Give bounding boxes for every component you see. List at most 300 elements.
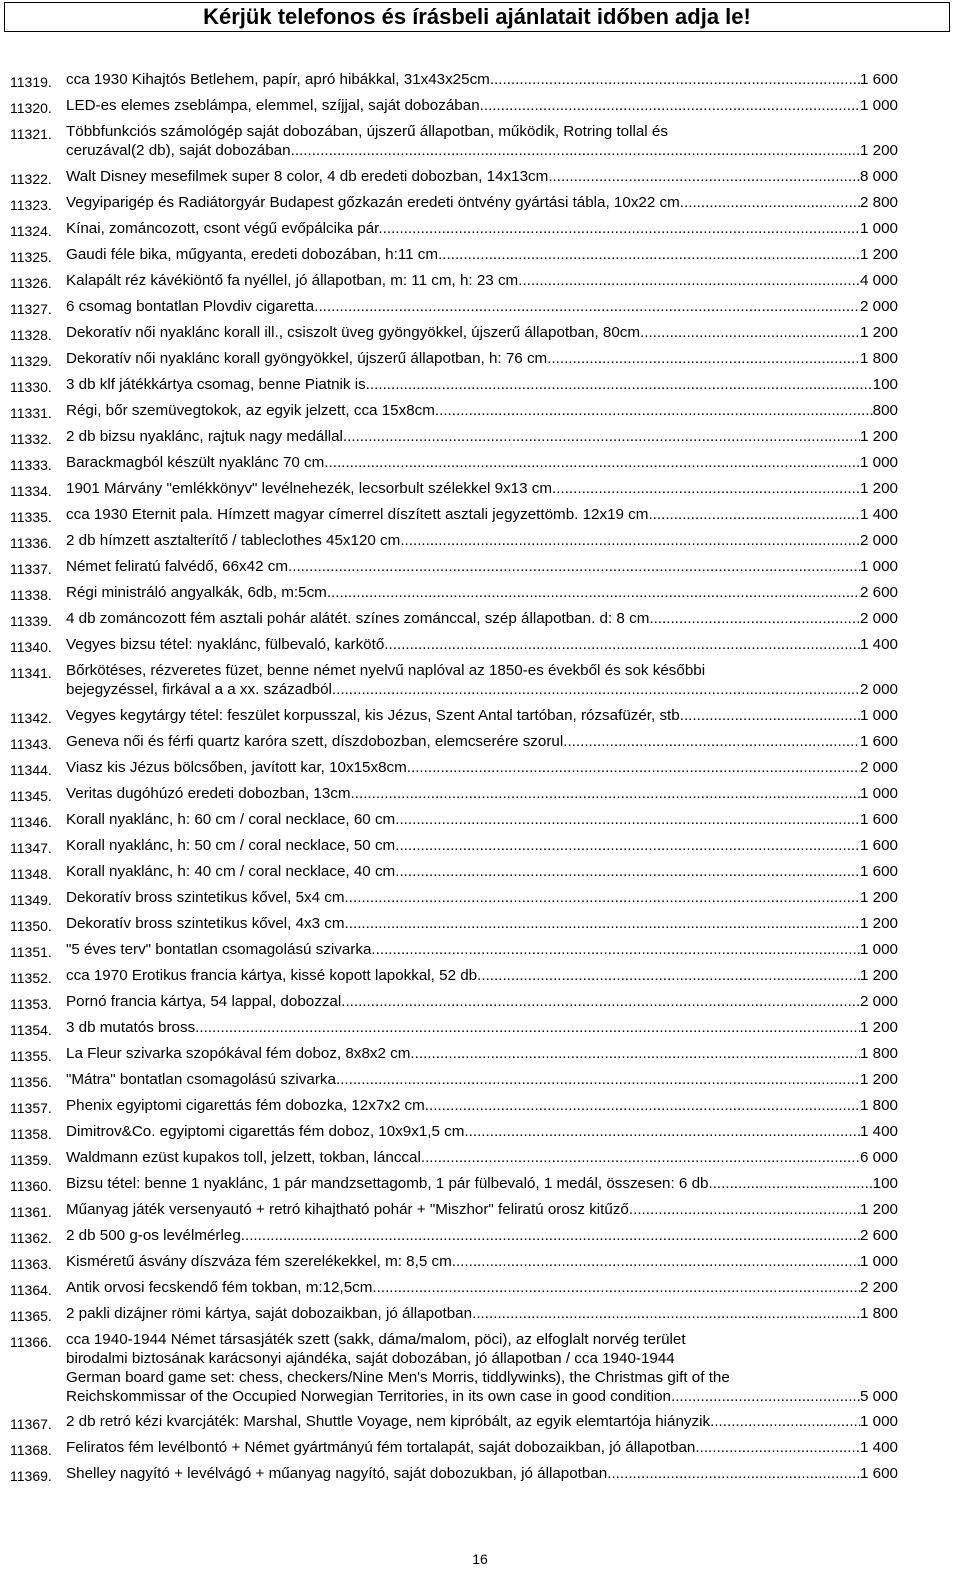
lot-description-line: Waldmann ezüst kupakos toll, jelzett, tokban, lánccal xyxy=(66,1148,421,1166)
lot-description xyxy=(66,914,898,933)
lot-description-line: 1901 Márvány "emlékkönyv" levélnehezék, lecsorbult szélekkel 9x13 cm xyxy=(66,479,553,497)
lot-number: 11335. xyxy=(10,508,52,525)
lot-number: 11336. xyxy=(10,534,52,551)
lot-description xyxy=(66,1252,898,1271)
lot-description-line: Walt Disney mesefilmek super 8 color, 4 db eredeti dobozban, 14x13cm xyxy=(66,167,549,185)
lot-number: 11354. xyxy=(10,1021,52,1038)
dot-leader xyxy=(563,732,860,751)
list-item xyxy=(0,122,960,160)
lot-description-line: Régi ministráló angyalkák, 6db, m:5cm xyxy=(66,583,327,601)
lot-description-line: German board game set: chess, checkers/Nine Men's Morris, tiddlywinks), the Christmas gift of the xyxy=(66,1368,730,1386)
dot-leader xyxy=(336,1070,860,1089)
list-item xyxy=(0,635,960,654)
lot-price: 2 000 xyxy=(859,531,898,549)
lot-description xyxy=(66,427,898,446)
lot-description-line: cca 1970 Erotikus francia kártya, kissé kopott lapokkal, 52 db xyxy=(66,966,478,984)
dot-leader xyxy=(548,167,860,186)
lot-description xyxy=(66,349,898,368)
lot-number: 11342. xyxy=(10,709,52,726)
lot-description xyxy=(66,758,898,777)
lot-price: 1 400 xyxy=(859,1122,898,1140)
lot-price: 8 000 xyxy=(859,167,898,185)
list-item xyxy=(0,706,960,725)
list-item xyxy=(0,1122,960,1141)
lot-price: 1 800 xyxy=(859,1096,898,1114)
list-item xyxy=(0,167,960,186)
lot-description xyxy=(66,96,898,115)
lot-description xyxy=(66,940,898,959)
lot-number: 11350. xyxy=(10,917,52,934)
lot-description-line: bejegyzéssel, firkával a a xx. századból xyxy=(66,680,332,698)
lot-description xyxy=(66,1438,898,1457)
lot-description-line: birodalmi biztosának karácsonyi ajándéka, saját dobozában, jó állapotban / cca 1940-1944 xyxy=(66,1349,675,1367)
dot-leader xyxy=(395,810,860,829)
list-item xyxy=(0,1226,960,1245)
lot-description xyxy=(66,966,898,985)
list-item xyxy=(0,349,960,368)
lot-description xyxy=(66,888,898,907)
lot-description xyxy=(66,836,898,855)
lot-description-line: La Fleur szivarka szopókával fém doboz, 8x8x2 cm xyxy=(66,1044,411,1062)
dot-leader xyxy=(708,1174,872,1193)
lot-description xyxy=(66,1148,898,1167)
lot-number: 11326. xyxy=(10,274,52,291)
lot-description-line: Régi, bőr szemüvegtokok, az egyik jelzett, cca 15x8cm xyxy=(66,401,435,419)
list-item xyxy=(0,1148,960,1167)
dot-leader xyxy=(480,96,860,115)
dot-leader xyxy=(438,245,860,264)
lot-price: 1 200 xyxy=(859,1070,898,1088)
lot-description-line: "5 éves terv" bontatlan csomagolású szivarka xyxy=(66,940,372,958)
lot-number: 11352. xyxy=(10,969,52,986)
lot-description xyxy=(66,583,898,602)
lot-price: 1 200 xyxy=(859,966,898,984)
lot-price: 1 800 xyxy=(859,349,898,367)
lot-price: 1 400 xyxy=(859,635,898,653)
dot-leader xyxy=(421,1148,860,1167)
lot-number: 11332. xyxy=(10,430,52,447)
dot-leader xyxy=(372,1278,860,1297)
lot-description-line: Kisméretű ásvány díszváza fém szerelékekkel, m: 8,5 cm xyxy=(66,1252,452,1270)
lot-description xyxy=(66,297,898,316)
lot-number: 11341. xyxy=(10,664,52,681)
list-item xyxy=(0,583,960,602)
lot-number: 11345. xyxy=(10,787,52,804)
list-item xyxy=(0,1330,960,1405)
list-item xyxy=(0,862,960,881)
list-item xyxy=(0,70,960,89)
lot-description xyxy=(66,862,898,881)
dot-leader xyxy=(395,836,860,855)
lot-description xyxy=(66,1044,898,1063)
dot-leader xyxy=(629,1200,860,1219)
lot-price: 2 000 xyxy=(859,680,898,698)
lot-description xyxy=(66,706,898,725)
lot-description-line: Bizsu tétel: benne 1 nyaklánc, 1 pár mandzsettagomb, 1 pár fülbevaló, 1 medál, összesen: 6 db xyxy=(66,1174,709,1192)
dot-leader xyxy=(425,1096,860,1115)
list-item xyxy=(0,96,960,115)
lot-price: 1 600 xyxy=(859,1465,898,1482)
lot-description xyxy=(66,193,898,212)
lot-description xyxy=(66,167,898,186)
lot-description-line: Feliratos fém levélbontó + Német gyártmányú fém tortalapát, saját dobozaikban, jó állapotban xyxy=(66,1439,696,1456)
lot-description-line: Vegyes bizsu tétel: nyaklánc, fülbevaló, karkötő xyxy=(66,635,385,653)
lot-price: 1 000 xyxy=(859,706,898,724)
list-item xyxy=(0,479,960,498)
dot-leader xyxy=(341,992,860,1011)
list-item xyxy=(0,609,960,628)
lot-price: 2 800 xyxy=(859,193,898,211)
lot-number: 11339. xyxy=(10,612,52,629)
list-item xyxy=(0,966,960,985)
lot-number: 11346. xyxy=(10,813,52,830)
lot-number: 11361. xyxy=(10,1203,52,1220)
lot-price: 1 000 xyxy=(859,97,898,114)
lot-price: 1 200 xyxy=(859,1200,898,1218)
lot-description xyxy=(66,1304,898,1323)
dot-leader xyxy=(607,1464,860,1483)
lot-description xyxy=(66,810,898,829)
lot-price: 1 000 xyxy=(859,219,898,237)
lot-description-line: Gaudi féle bika, műgyanta, eredeti dobozában, h:11 cm xyxy=(66,245,439,263)
lot-description xyxy=(66,609,898,628)
lot-number: 11337. xyxy=(10,560,52,577)
lot-description xyxy=(66,732,898,751)
lot-number: 11349. xyxy=(10,891,52,908)
dot-leader xyxy=(680,193,860,212)
lot-price: 6 000 xyxy=(859,1148,898,1166)
lot-price: 1 200 xyxy=(859,888,898,906)
list-item xyxy=(0,888,960,907)
dot-leader xyxy=(407,758,860,777)
lot-description-line: cca 1940-1944 Német társasjáték szett (sakk, dáma/malom, pöci), az elfoglalt norvég terület xyxy=(66,1330,686,1348)
lot-description xyxy=(66,1200,898,1219)
lot-number: 11359. xyxy=(10,1151,52,1168)
lot-price: 1 600 xyxy=(859,71,898,88)
lot-number: 11320. xyxy=(10,100,52,116)
list-item xyxy=(0,992,960,1011)
dot-leader xyxy=(370,375,873,394)
list-item xyxy=(0,810,960,829)
dot-leader xyxy=(518,271,860,290)
lot-price: 1 600 xyxy=(859,810,898,828)
lot-description-line: Barackmagból készült nyaklánc 70 cm xyxy=(66,453,325,471)
dot-leader xyxy=(291,141,860,160)
lot-price: 2 000 xyxy=(859,758,898,776)
lot-number: 11328. xyxy=(10,326,52,343)
dot-leader xyxy=(384,635,860,654)
dot-leader xyxy=(552,479,860,498)
lot-description-line: 3 db klf játékkártya csomag, benne Piatnik is. xyxy=(66,375,370,393)
lot-description xyxy=(66,661,898,699)
dot-leader xyxy=(640,323,860,342)
dot-leader xyxy=(477,966,860,985)
lot-description-line: Műanyag játék versenyautó + retró kihajtható pohár + "Miszhor" feliratú orosz kitűző xyxy=(66,1200,629,1218)
dot-leader xyxy=(371,940,860,959)
lot-price: 2 200 xyxy=(859,1278,898,1296)
page-number: 16 xyxy=(472,1551,488,1567)
lot-description-line: Bőrkötéses, rézveretes füzet, benne német nyelvű naplóval az 1850-es évekből és sok későbbi xyxy=(66,661,706,679)
list-item xyxy=(0,940,960,959)
list-item xyxy=(0,375,960,394)
dot-leader xyxy=(547,349,860,368)
list-item xyxy=(0,401,960,420)
list-item xyxy=(0,557,960,576)
lot-description-line: Korall nyaklánc, h: 60 cm / coral necklace, 60 cm xyxy=(66,810,396,828)
dot-leader xyxy=(684,706,860,725)
lot-description-line: Német feliratú falvédő, 66x42 cm. xyxy=(66,557,293,575)
lot-price: 2 000 xyxy=(859,992,898,1010)
list-item xyxy=(0,1018,960,1037)
lot-price: 1 400 xyxy=(859,1439,898,1456)
lot-number: 11357. xyxy=(10,1099,52,1116)
lot-description xyxy=(66,1278,898,1297)
lot-number: 11331. xyxy=(10,404,52,421)
dot-leader xyxy=(327,583,860,602)
dot-leader xyxy=(671,1387,860,1406)
list-item xyxy=(0,219,960,238)
list-item xyxy=(0,914,960,933)
lot-number: 11351. xyxy=(10,943,52,960)
lot-number: 11367. xyxy=(10,1416,52,1432)
dot-leader xyxy=(410,1044,860,1063)
lot-price: 1 200 xyxy=(859,323,898,341)
list-item xyxy=(0,661,960,699)
lot-description xyxy=(66,375,898,394)
lot-description xyxy=(66,635,898,654)
lot-number: 11340. xyxy=(10,638,52,655)
dot-leader xyxy=(648,505,860,524)
lot-price: 1 600 xyxy=(859,836,898,854)
dot-leader xyxy=(345,888,860,907)
lot-description xyxy=(66,323,898,342)
lot-number: 11330. xyxy=(10,378,52,395)
lot-price: 1 600 xyxy=(859,732,898,750)
lot-price: 100 xyxy=(872,1174,898,1192)
list-item xyxy=(0,193,960,212)
lot-number: 11348. xyxy=(10,865,52,882)
lot-description-line: Vegyiparigép és Radiátorgyár Budapest gőzkazán eredeti öntvény gyártási tábla, 10x22 cm xyxy=(66,193,680,211)
lot-number: 11333. xyxy=(10,456,52,473)
lot-price: 1 000 xyxy=(859,940,898,958)
list-item xyxy=(0,271,960,290)
lot-price: 1 000 xyxy=(859,557,898,575)
lot-number: 11360. xyxy=(10,1177,52,1194)
lot-description-line: Dekoratív bross szintetikus kővel, 5x4 cm xyxy=(66,888,345,906)
lot-number: 11327. xyxy=(10,300,52,317)
lot-description xyxy=(66,1096,898,1115)
list-item xyxy=(0,531,960,550)
lot-description-line: Kalapált réz kávékiöntő fa nyéllel, jó állapotban, m: 11 cm, h: 23 cm xyxy=(66,271,519,289)
list-item xyxy=(0,758,960,777)
list-item xyxy=(0,1096,960,1115)
lot-description-line: Shelley nagyító + levélvágó + műanyag nagyító, saját dobozukban, jó állapotban xyxy=(66,1465,608,1482)
list-item xyxy=(0,505,960,524)
list-item xyxy=(0,1278,960,1297)
lot-price: 1 600 xyxy=(859,862,898,880)
list-item xyxy=(0,1438,960,1457)
lot-description-line: Reichskommissar of the Occupied Norwegian Territories, in its own case in good condition xyxy=(66,1387,671,1405)
lot-description-line: Dekoratív bross szintetikus kővel, 4x3 cm xyxy=(66,914,345,932)
lot-description-line: "Mátra" bontatlan csomagolású szivarka xyxy=(66,1070,336,1088)
lot-number: 11344. xyxy=(10,761,52,778)
lot-description-line: 2 db bizsu nyaklánc, rajtuk nagy medállal xyxy=(66,427,343,445)
list-item xyxy=(0,297,960,316)
lot-description xyxy=(66,1070,898,1089)
list-item xyxy=(0,1070,960,1089)
lot-number: 11365. xyxy=(10,1307,52,1324)
list-item xyxy=(0,1412,960,1431)
lot-number: 11325. xyxy=(10,248,52,265)
lot-price: 1 200 xyxy=(859,1018,898,1036)
list-item xyxy=(0,1464,960,1483)
lot-description-line: 2 db 500 g-os levélmérleg xyxy=(66,1226,241,1244)
lot-description xyxy=(66,1226,898,1245)
lot-description xyxy=(66,122,898,160)
list-item xyxy=(0,1174,960,1193)
dot-leader xyxy=(314,297,860,316)
lot-price: 1 200 xyxy=(859,479,898,497)
lot-description xyxy=(66,1122,898,1141)
list-item xyxy=(0,784,960,803)
lot-description xyxy=(66,1018,898,1037)
lot-description xyxy=(66,245,898,264)
lot-description-line: Geneva női és férfi quartz karóra szett, díszdobozban, elemcserére szorul xyxy=(66,732,564,750)
lot-price: 1 000 xyxy=(859,453,898,471)
lot-price: 1 200 xyxy=(859,142,898,159)
lot-number: 11347. xyxy=(10,839,52,856)
lot-number: 11343. xyxy=(10,735,52,752)
lot-description xyxy=(66,557,898,576)
lot-description-line: 2 db hímzett asztalterítő / tableclothes 45x120 cm xyxy=(66,531,401,549)
lot-number: 11368. xyxy=(10,1442,52,1458)
lot-description xyxy=(66,784,898,803)
lot-description-line: Pornó francia kártya, 54 lappal, dobozzal xyxy=(66,992,342,1010)
dot-leader xyxy=(452,1252,860,1271)
lot-price: 800 xyxy=(872,401,898,419)
lot-number: 11338. xyxy=(10,586,52,603)
list-item xyxy=(0,1304,960,1323)
list-item xyxy=(0,427,960,446)
lot-price: 1 200 xyxy=(859,427,898,445)
lot-price: 2 600 xyxy=(859,1226,898,1244)
lot-description-line: Phenix egyiptomi cigarettás fém dobozka, 12x7x2 cm xyxy=(66,1096,425,1114)
dot-leader xyxy=(241,1226,860,1245)
dot-leader xyxy=(649,609,860,628)
lot-number: 11369. xyxy=(10,1468,52,1484)
lot-description xyxy=(66,1174,898,1193)
lot-description-line: Antik orvosi fecskendő fém tokban, m:12,5cm xyxy=(66,1278,373,1296)
lot-description-line: 4 db zománcozott fém asztali pohár alátét. színes zománccal, szép állapotban. d: 8 cm xyxy=(66,609,650,627)
lot-price: 1 400 xyxy=(859,505,898,523)
dot-leader xyxy=(710,1412,860,1431)
page-title: Kérjük telefonos és írásbeli ajánlatait időben adja le! xyxy=(203,4,751,29)
lot-number: 11319. xyxy=(10,74,52,90)
lot-description xyxy=(66,505,898,524)
lot-price: 2 000 xyxy=(859,609,898,627)
lot-description-line: Dekoratív női nyaklánc korall ill., csiszolt üveg gyöngyökkel, újszerű állapotban, 80cm xyxy=(66,323,641,341)
list-item xyxy=(0,732,960,751)
lot-description xyxy=(66,531,898,550)
lot-number: 11366. xyxy=(10,1333,52,1350)
dot-leader xyxy=(292,557,860,576)
lot-description xyxy=(66,453,898,472)
lot-number: 11358. xyxy=(10,1125,52,1142)
lot-description-line: Korall nyaklánc, h: 50 cm / coral necklace, 50 cm xyxy=(66,836,396,854)
lot-description xyxy=(66,1330,898,1406)
dot-leader xyxy=(435,401,873,420)
lot-price: 1 000 xyxy=(859,1252,898,1270)
lot-description xyxy=(66,479,898,498)
dot-leader xyxy=(324,453,860,472)
dot-leader xyxy=(332,680,860,699)
lot-description-line: Dekoratív női nyaklánc korall gyöngyökkel, újszerű állapotban, h: 76 cm xyxy=(66,349,548,367)
dot-leader xyxy=(345,914,860,933)
lot-number: 11363. xyxy=(10,1255,52,1272)
lot-description xyxy=(66,1464,898,1483)
lot-number: 11329. xyxy=(10,352,52,369)
lot-price: 1 200 xyxy=(859,245,898,263)
lot-description-line: ceruzával(2 db), saját dobozában xyxy=(66,142,291,159)
lot-number: 11334. xyxy=(10,482,52,499)
lot-description-line: Korall nyaklánc, h: 40 cm / coral necklace, 40 cm xyxy=(66,862,396,880)
lot-description-line: Veritas dugóhúzó eredeti dobozban, 13cm xyxy=(66,784,351,802)
lot-description-line: Dimitrov&Co. egyiptomi cigarettás fém doboz, 10x9x1,5 cm xyxy=(66,1122,465,1140)
lot-description-line: cca 1930 Kihajtós Betlehem, papír, apró hibákkal, 31x43x25cm xyxy=(66,71,490,88)
lot-number: 11362. xyxy=(10,1229,52,1246)
lot-description xyxy=(66,401,898,420)
lot-price: 1 000 xyxy=(859,1413,898,1430)
list-item xyxy=(0,245,960,264)
lot-price: 1 000 xyxy=(859,784,898,802)
lot-description-line: Viasz kis Jézus bölcsőben, javított kar, 10x15x8cm xyxy=(66,758,407,776)
lot-description xyxy=(66,70,898,89)
lot-description-line: LED-es elemes zseblámpa, elemmel, szíjjal, saját dobozában xyxy=(66,97,480,114)
dot-leader xyxy=(490,70,860,89)
lot-price: 4 000 xyxy=(859,271,898,289)
dot-leader xyxy=(351,784,860,803)
lot-description xyxy=(66,992,898,1011)
list-item xyxy=(0,453,960,472)
dot-leader xyxy=(395,862,860,881)
dot-leader xyxy=(695,1438,860,1457)
lot-description-line: 3 db mutatós bross xyxy=(66,1018,196,1036)
lot-number: 11356. xyxy=(10,1073,52,1090)
list-item xyxy=(0,1252,960,1271)
lot-description xyxy=(66,219,898,238)
lot-number: 11323. xyxy=(10,196,52,213)
list-item xyxy=(0,1044,960,1063)
lot-price: 2 000 xyxy=(859,297,898,315)
lot-description-line: Többfunkciós számológép saját dobozában, újszerű állapotban, működik, Rotring tollal és xyxy=(66,123,668,140)
lot-number: 11364. xyxy=(10,1281,52,1298)
lot-description xyxy=(66,1412,898,1431)
lot-price: 100 xyxy=(872,375,898,393)
lot-price: 5 000 xyxy=(859,1387,898,1405)
dot-leader xyxy=(472,1304,860,1323)
list-item xyxy=(0,836,960,855)
lot-price: 1 800 xyxy=(859,1304,898,1322)
lot-description-line: cca 1930 Eternit pala. Hímzett magyar címerrel díszített asztali jegyzettömb. 12x19 cm xyxy=(66,505,649,523)
lot-number: 11355. xyxy=(10,1047,52,1064)
lot-number: 11353. xyxy=(10,995,52,1012)
dot-leader xyxy=(195,1018,860,1037)
lot-price: 2 600 xyxy=(859,583,898,601)
lot-description-line: 2 pakli dizájner römi kártya, saját dobozaikban, jó állapotban xyxy=(66,1304,473,1322)
lot-description xyxy=(66,271,898,290)
lot-description-line: 2 db retró kézi kvarcjáték: Marshal, Shuttle Voyage, nem kipróbált, az egyik elemtartója hiányzik xyxy=(66,1413,711,1430)
dot-leader xyxy=(343,427,860,446)
